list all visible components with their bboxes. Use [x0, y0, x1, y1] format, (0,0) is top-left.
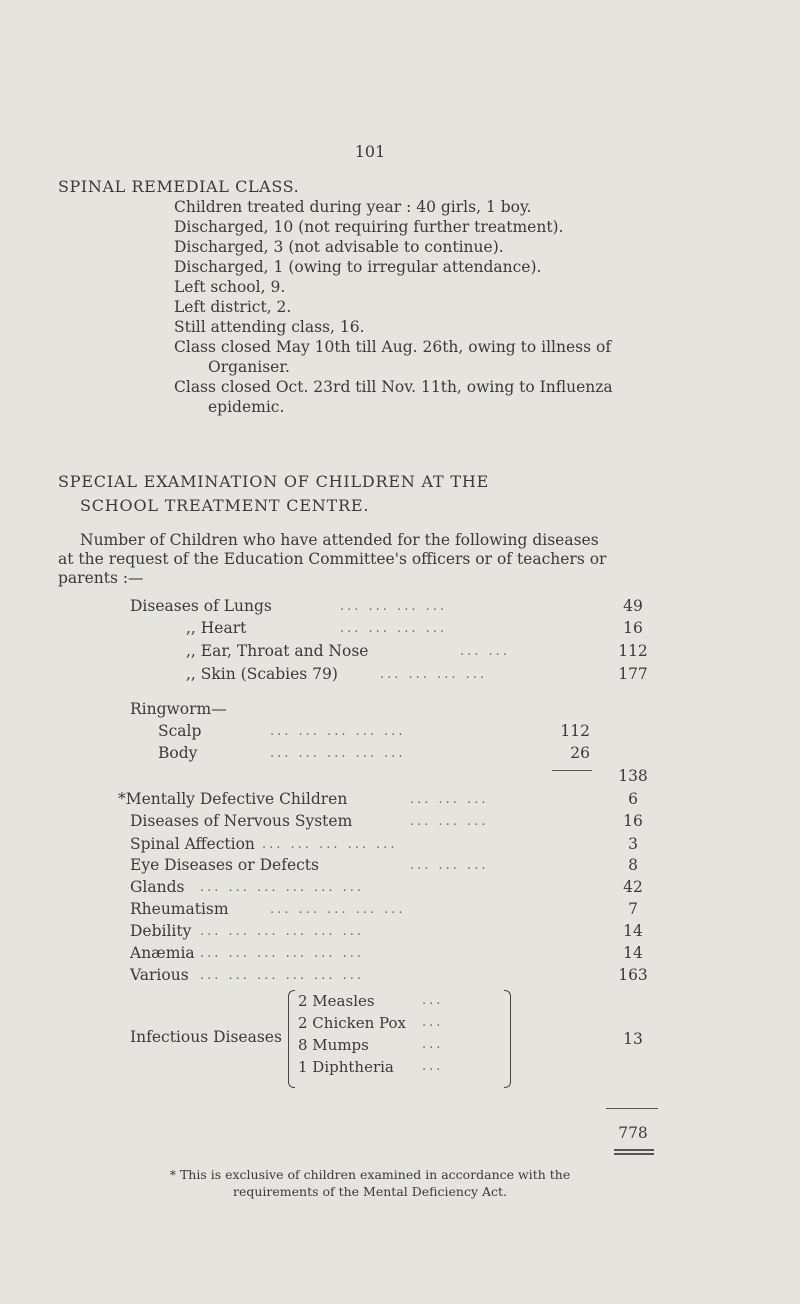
spinal-class-heading: SPINAL REMEDIAL CLASS. — [58, 177, 300, 196]
row-label: Body — [158, 744, 198, 762]
row-value: 6 — [628, 790, 638, 808]
infectious-item: 1 Diphtheria — [298, 1058, 394, 1076]
row-subvalue: 26 — [570, 744, 590, 762]
leader-dots: ... ... ... ... ... — [270, 746, 406, 761]
special-intro — [58, 531, 698, 588]
leader-dots: ... ... ... — [410, 858, 489, 873]
special-heading-line-2: SCHOOL TREATMENT CENTRE. — [80, 496, 370, 515]
row-label: Anæmia — [130, 944, 195, 962]
leader-dots: ... ... ... — [410, 814, 489, 829]
table-row — [0, 665, 800, 685]
spinal-line: epidemic. — [208, 398, 285, 416]
total-row — [0, 1124, 800, 1144]
leader-dots: ... ... ... — [410, 792, 489, 807]
infectious-item: 2 Chicken Pox — [298, 1014, 407, 1032]
table-row — [0, 1030, 800, 1050]
grand-total: 778 — [618, 1124, 648, 1142]
spinal-line: Organiser. — [208, 358, 290, 376]
table-row — [0, 944, 800, 964]
row-label: *Mentally Defective Children — [118, 790, 348, 808]
ringworm-total: 138 — [618, 767, 648, 785]
leader-dots: ... ... ... ... ... — [270, 902, 406, 917]
row-value: 13 — [623, 1030, 643, 1048]
footnote — [0, 1166, 740, 1200]
table-row — [0, 922, 800, 942]
special-exam-heading — [58, 470, 698, 518]
leader-dots: ... ... ... ... ... ... — [200, 968, 365, 983]
table-row — [0, 900, 800, 920]
table-row — [0, 856, 800, 876]
row-value: 112 — [618, 642, 648, 660]
table-row — [0, 619, 800, 639]
row-label: Eye Diseases or Defects — [130, 856, 319, 874]
row-value: 7 — [628, 900, 638, 918]
spinal-line: Discharged, 1 (owing to irregular attendance). — [174, 258, 542, 276]
leader-dots: ... ... ... ... — [340, 621, 447, 636]
intro-line: parents :— — [58, 569, 144, 587]
row-label: Diseases of Nervous System — [130, 812, 353, 830]
double-rule-1 — [614, 1149, 654, 1151]
spinal-line: Left district, 2. — [174, 298, 292, 316]
infectious-label: Infectious Diseases — [130, 1028, 282, 1046]
table-row — [0, 744, 800, 764]
leader-dots: ... ... ... ... ... ... — [200, 880, 365, 895]
leader-dots: ... ... — [460, 644, 510, 659]
spinal-line: Still attending class, 16. — [174, 318, 365, 336]
row-value: 14 — [623, 922, 643, 940]
row-value: 3 — [628, 835, 638, 853]
leader-dots: ... ... ... ... ... ... — [200, 924, 365, 939]
leader-dots: ... ... ... ... — [340, 599, 447, 614]
page-number: 101 — [354, 142, 386, 161]
row-value: 16 — [623, 812, 643, 830]
table-row — [0, 597, 800, 617]
row-label: Debility — [130, 922, 192, 940]
row-label: ,, Heart — [186, 619, 247, 637]
table-row — [0, 878, 800, 898]
row-label: Ringworm— — [130, 700, 227, 718]
infectious-item: 2 Measles — [298, 992, 375, 1010]
leader-dots: ... ... ... ... ... ... — [200, 946, 365, 961]
leader-dots: ... ... ... ... ... — [270, 724, 406, 739]
intro-line: Number of Children who have attended for the following diseases — [80, 531, 599, 549]
infectious-item: 8 Mumps — [298, 1036, 369, 1054]
row-subvalue: 112 — [560, 722, 590, 740]
table-row — [0, 642, 800, 662]
row-value: 177 — [618, 665, 648, 683]
table-row — [0, 835, 800, 855]
footnote-line: * This is exclusive of children examined in accordance with the — [169, 1167, 571, 1182]
row-label: Diseases of Lungs — [130, 597, 272, 615]
infectious-dots: ... ... ... ... — [422, 993, 444, 1074]
spinal-line: Children treated during year : 40 girls, 1 boy. — [174, 198, 532, 216]
spinal-class-details — [174, 197, 613, 417]
row-value: 42 — [623, 878, 643, 896]
leader-dots: ... ... ... ... ... — [262, 837, 398, 852]
row-label: ,, Skin (Scabies 79) — [186, 665, 338, 683]
row-label: Glands — [130, 878, 185, 896]
leader-dots: ... ... ... ... — [380, 667, 487, 682]
row-label: Rheumatism — [130, 900, 229, 918]
row-value: 16 — [623, 619, 643, 637]
row-value: 49 — [623, 597, 643, 615]
table-row — [0, 812, 800, 832]
intro-line: at the request of the Education Committee's officers or of teachers or — [58, 550, 607, 568]
row-label: Spinal Affection — [130, 835, 255, 853]
row-value: 163 — [618, 966, 648, 984]
table-row — [0, 722, 800, 742]
spinal-line: Discharged, 10 (not requiring further treatment). — [174, 218, 564, 236]
table-row — [0, 700, 800, 720]
total-rule — [606, 1108, 658, 1109]
spinal-line: Class closed Oct. 23rd till Nov. 11th, owing to Influenza — [174, 378, 613, 396]
table-row — [0, 790, 800, 810]
spinal-line: Discharged, 3 (not advisable to continue). — [174, 238, 504, 256]
row-label: ,, Ear, Throat and Nose — [186, 642, 369, 660]
row-value: 14 — [623, 944, 643, 962]
spinal-line: Left school, 9. — [174, 278, 286, 296]
double-rule-2 — [614, 1153, 654, 1155]
footnote-line: requirements of the Mental Deficiency Act. — [232, 1184, 508, 1199]
table-row — [0, 966, 800, 986]
row-label: Various — [130, 966, 189, 984]
table-row — [0, 767, 800, 787]
row-value: 8 — [628, 856, 638, 874]
spinal-line: Class closed May 10th till Aug. 26th, owing to illness of — [174, 338, 612, 356]
special-heading-line-1: SPECIAL EXAMINATION OF CHILDREN AT THE — [58, 472, 490, 491]
row-label: Scalp — [158, 722, 202, 740]
